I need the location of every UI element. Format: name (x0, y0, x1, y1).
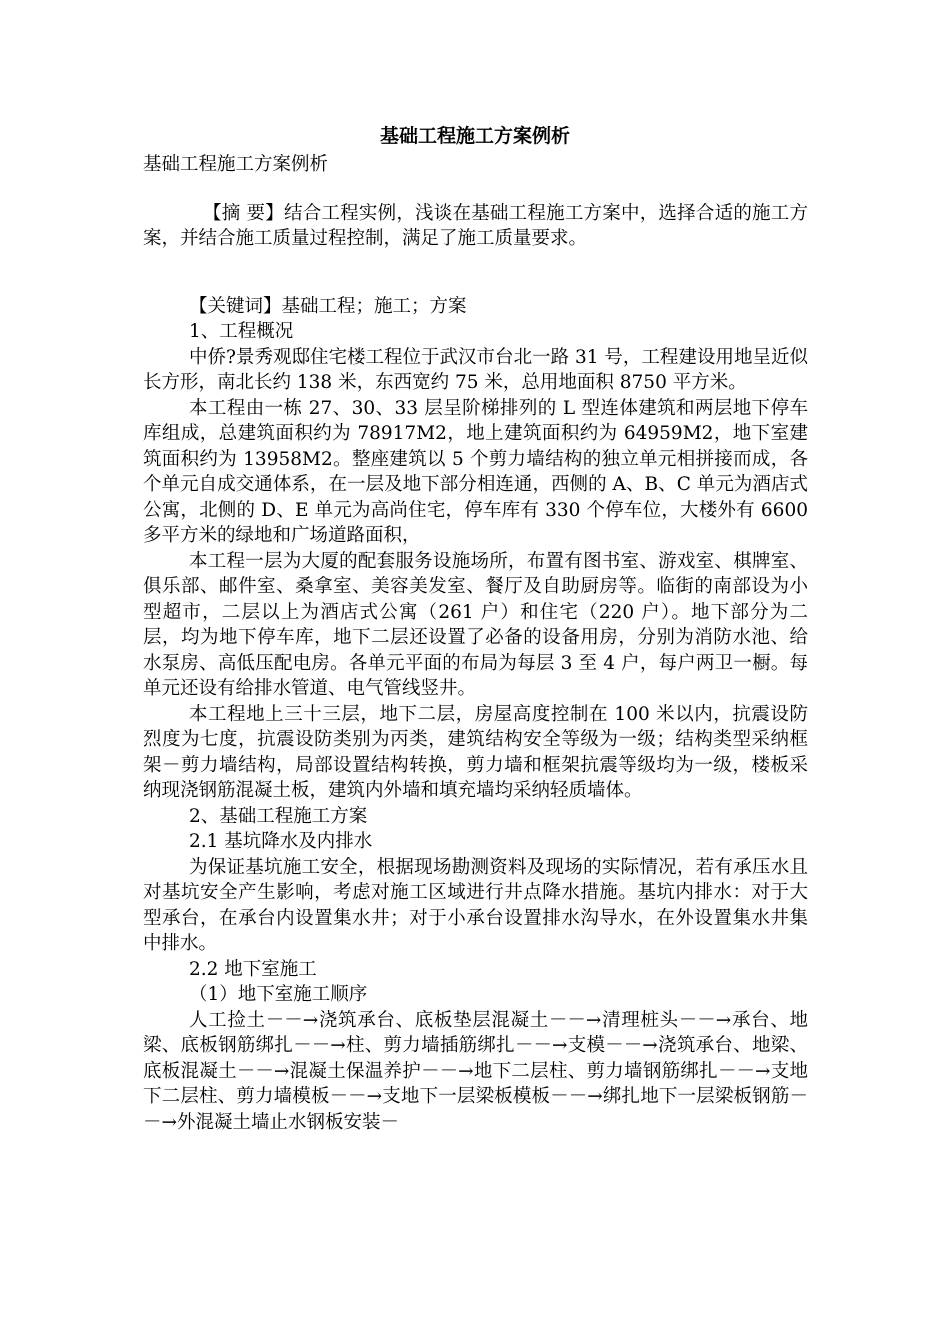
abstract-paragraph: 【摘 要】结合工程实例，浅谈在基础工程施工方案中，选择合适的施工方案，并结合施工质量过程控制，满足了施工质量要求。 (143, 202, 808, 249)
paragraph-dewatering: 为保证基坑施工安全，根据现场勘测资料及现场的实际情况，若有承压水且对基坑安全产生影响，考虑对施工区域进行井点降水措施。基坑内排水：对于大型承台，在承台内设置集水井；对于小承台设置排水沟导水，在外设置集水井集中排水。 (143, 856, 808, 954)
document-body (143, 152, 808, 1135)
subsection-heading-1: （1）地下室施工顺序 (189, 984, 368, 1005)
paragraph-overview-1: 中侨?景秀观邸住宅楼工程位于武汉市台北一路 31 号，工程建设用地呈近似长方形，南北长约 138 米，东西宽约 75 米，总用地面积 8750 平方米。 (143, 346, 808, 393)
paragraph-overview-3: 本工程一层为大厦的配套服务设施场所，布置有图书室、游戏室、棋牌室、俱乐部、邮件室、桑拿室、美容美发室、餐厅及自助厨房等。临街的南部设为小型超市，二层以上为酒店式公寓（261 户）和住宅（220 户）。地下部分为二层，均为地下停车库，地下二层还设置了必备的设备用房，分别为消防水池、给水泵房、高低压配电房。各单元平面的布局为每层 3 至 4 户，每户两卫一橱。每单元还设有给排水管道、电气管线竖井。 (143, 550, 808, 699)
document-title: 基础工程施工方案例析 (379, 125, 570, 147)
paragraph-overview-2: 本工程由一栋 27、30、33 层呈阶梯排列的 L 型连体建筑和两层地下停车库组成，总建筑面积约为 78917M2，地上建筑面积约为 64959M2，地下室建筑面积约为 13958M2。整座建筑以 5 个剪力墙结构的独立单元相拼接而成，各个单元自成交通体系，在一层及地下部分相连通，西侧的 A、B、C 单元为酒店式公寓，北侧的 D、E 单元为高尚住宅，停车库有 330 个停车位，大楼外有 6600 多平方米的绿地和广场道路面积， (143, 397, 808, 546)
section-heading-2: 2、基础工程施工方案 (189, 805, 368, 827)
section-heading-1: 1、工程概况 (189, 321, 294, 342)
document-subtitle: 基础工程施工方案例析 (143, 154, 329, 175)
paragraph-overview-4: 本工程地上三十三层，地下二层，房屋高度控制在 100 米以内，抗震设防烈度为七度，抗震设防类别为丙类，建筑结构安全等级为一级；结构类型采纳框架－剪力墙结构，局部设置结构转换，剪力墙和框架抗震等级均为一级，楼板采纳现浇钢筋混凝土板，建筑内外墙和填充墙均采纳轻质墙体。 (143, 703, 808, 801)
section-heading-2-1: 2.1 基坑降水及内排水 (189, 831, 373, 852)
section-heading-2-2: 2.2 地下室施工 (189, 958, 317, 980)
paragraph-sequence: 人工捡土－－→浇筑承台、底板垫层混凝土－－→清理桩头－－→承台、地梁、底板钢筋绑扎－－→柱、剪力墙插筋绑扎－－→支模－－→浇筑承台、地梁、底板混凝土－－→混凝土保温养护－－→地下二层柱、剪力墙钢筋绑扎－－→支地下二层柱、剪力墙模板－－→支地下一层梁板模板－－→绑扎地下一层梁板钢筋－－→外混凝土墙止水钢板安装－ (143, 1009, 808, 1133)
keywords-line: 【关键词】基础工程；施工；方案 (189, 295, 467, 317)
